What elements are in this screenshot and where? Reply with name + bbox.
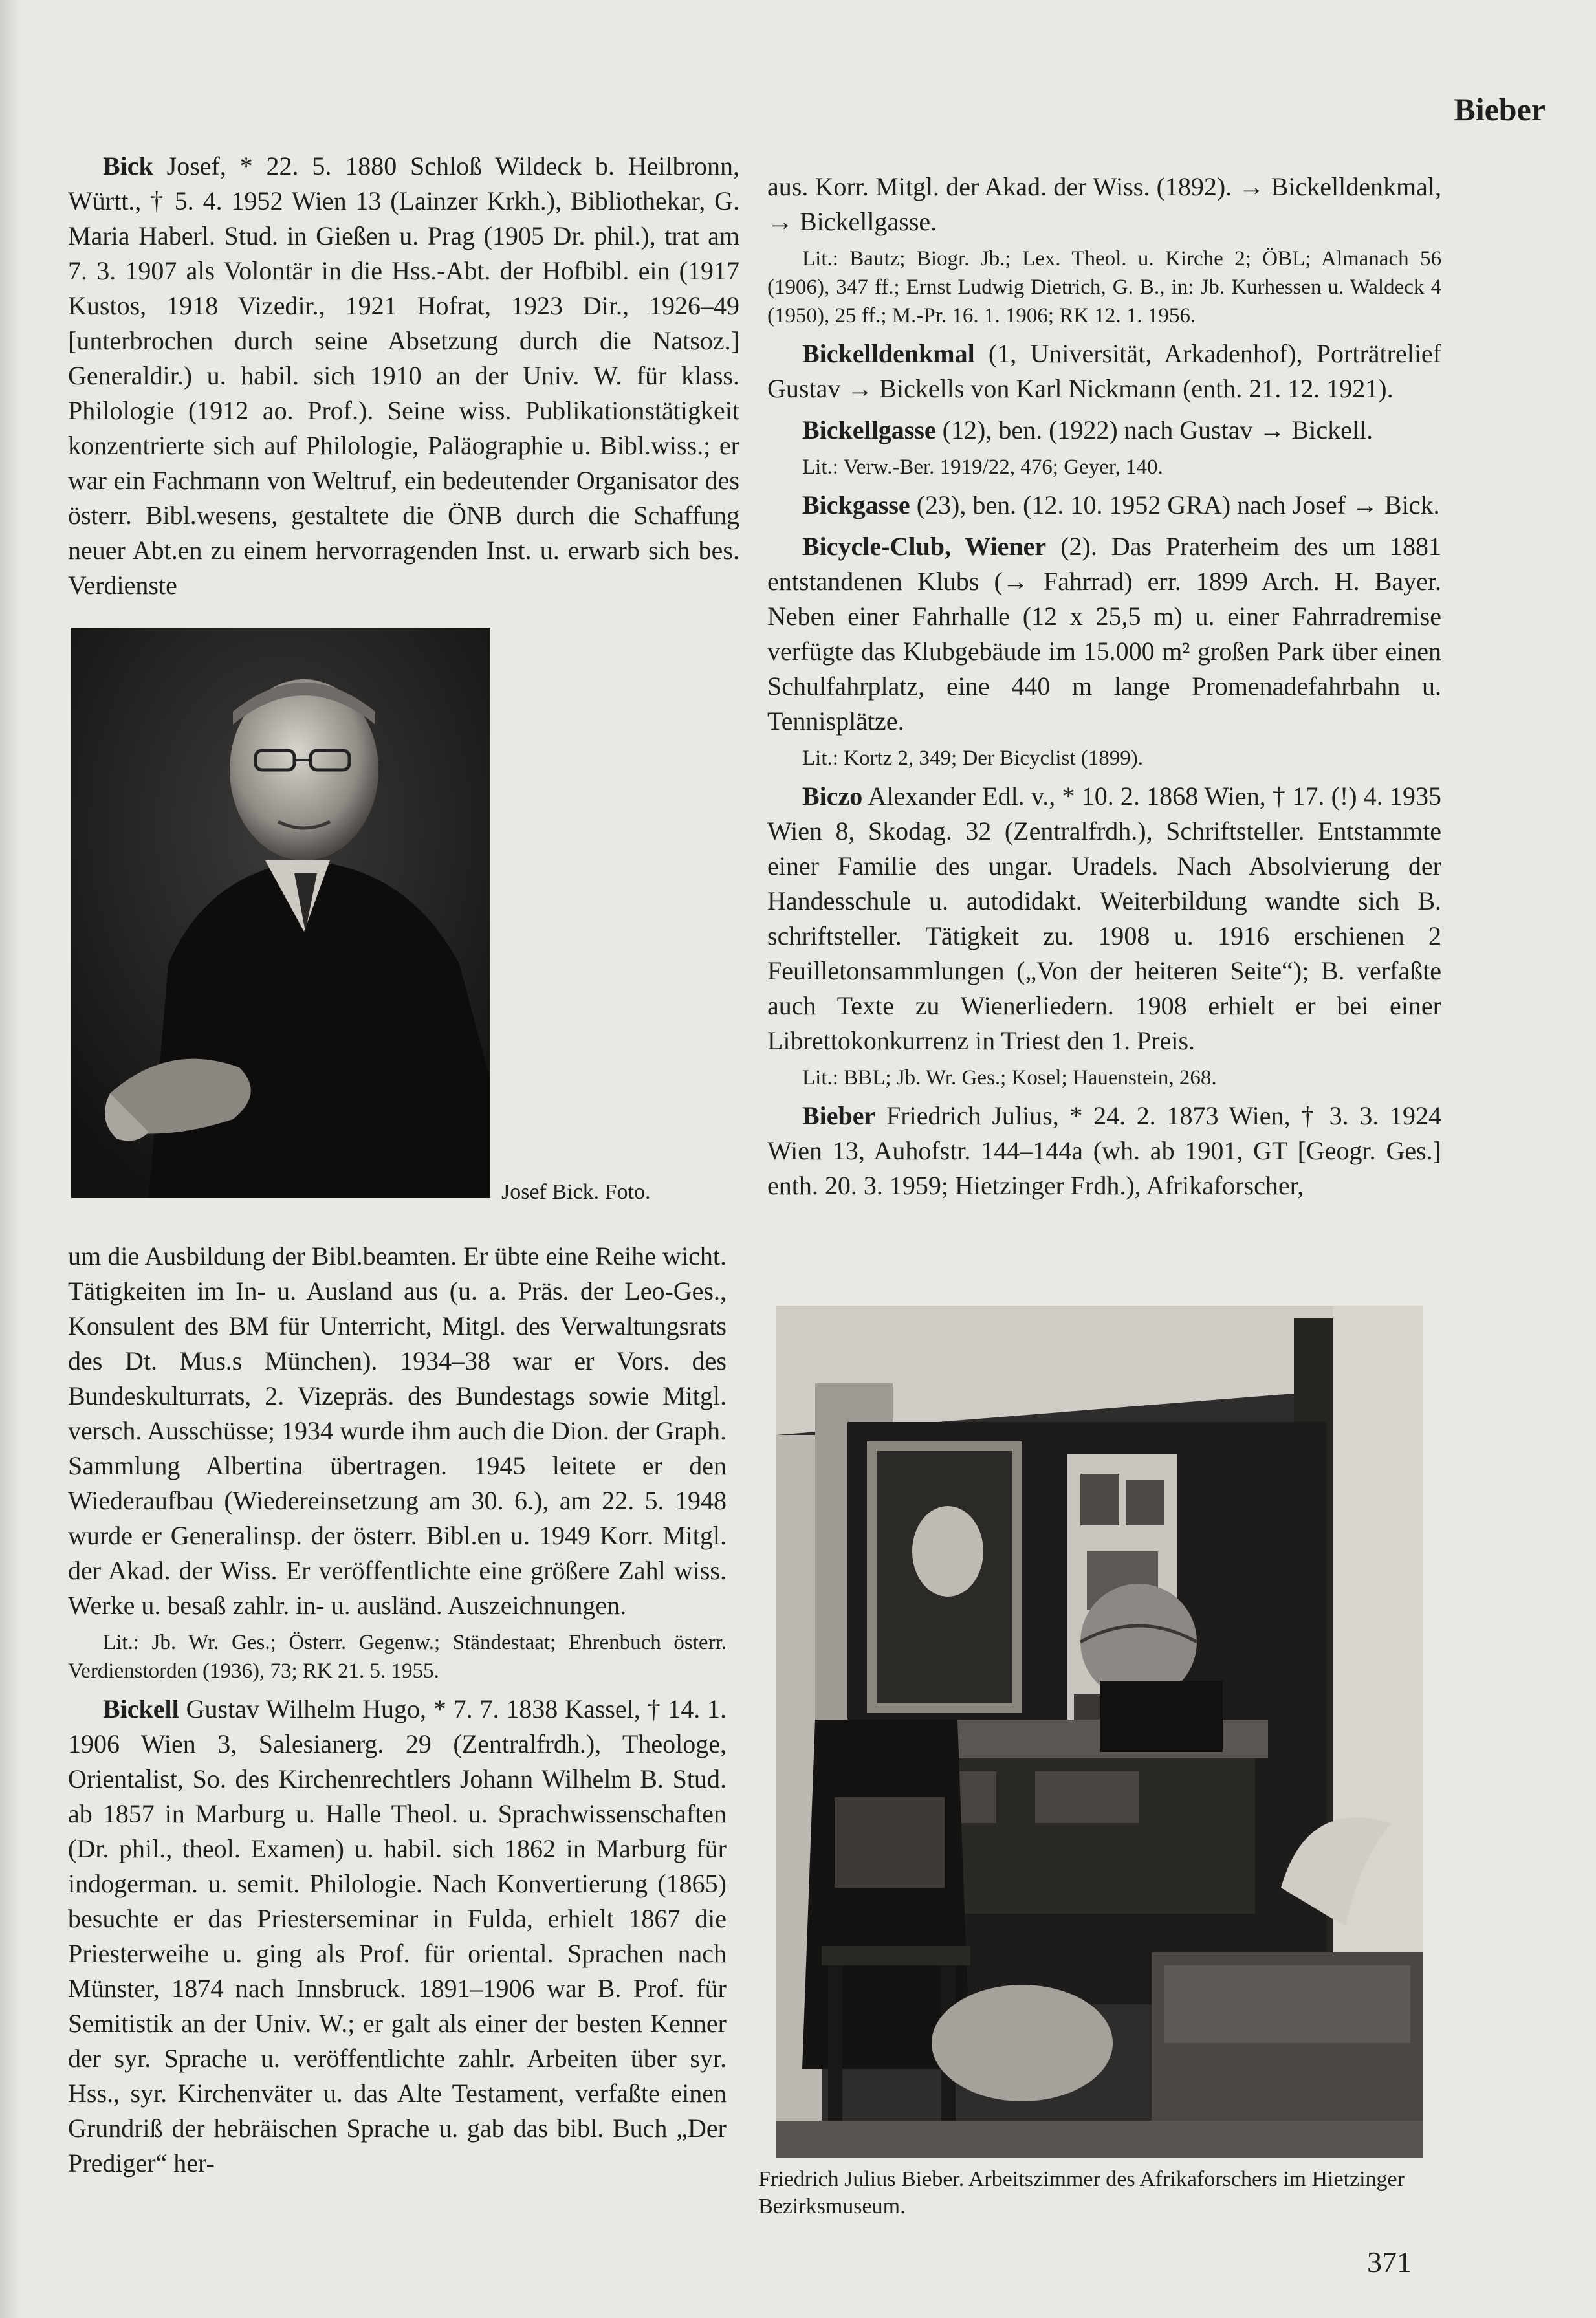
literature-bickellgasse: Lit.: Verw.-Ber. 1919/22, 476; Geyer, 140. [802,455,1163,479]
entry-keyword: Bickgasse [802,490,910,519]
entry-keyword: Bieber [802,1101,876,1130]
entry-keyword: Bick [103,151,153,180]
entry-keyword: Bickell [103,1694,179,1723]
left-column-bottom [68,1239,727,2181]
left-column-top [68,149,739,603]
page-number: 371 [1367,2246,1412,2279]
entry-keyword: Bicycle-Club, Wiener [802,532,1047,561]
entry-text: Friedrich Julius, * 24. 2. 1873 Wien, † 3. 3. 1924 Wien 13, Auhofstr. 144–144a (wh. ab 1901, GT [Geogr. Ges.] enth. 20. 3. 1959; Hietzinger Frdh.), Afrikaforscher, [767,1101,1441,1200]
portrait-photo-josef-bick [71,628,490,1198]
literature-biczo: Lit.: BBL; Jb. Wr. Ges.; Kosel; Hauenstein, 268. [802,1066,1217,1089]
entry-bickellgasse [767,413,1441,448]
page-binding-shadow [0,0,19,2318]
study-room-image [776,1306,1423,2158]
running-head: Bieber [1454,91,1546,127]
right-column [767,169,1441,1203]
entry-text: (2). Das Praterheim des um 1881 entstandenen Klubs (→ Fahrrad) err. 1899 Arch. H. Bayer. Neben einer Fahrhalle (12 x 25,5 m) u. einer Fahrradremise verfügte das Klubgebäude im 15.000 m² großen Park über einen Schulfahrplatz, eine 440 m lange Promenadefahrbahn u. Tennisplätze. [767,532,1442,736]
entry-keyword: Bickelldenkmal [802,339,975,368]
entry-keyword: Bickellgasse [802,415,936,444]
literature-bick: Lit.: Jb. Wr. Ges.; Österr. Gegenw.; Ständestaat; Ehrenbuch österr. Verdienstorden (1936), 73; RK 21. 5. 1955. [68,1631,727,1683]
entry-bick [68,149,739,603]
entry-text: Josef, * 22. 5. 1880 Schloß Wildeck b. Heilbronn, Württ., † 5. 4. 1952 Wien 13 (Lainzer Krkh.), Bibliothekar, G. Maria Haberl. Stud. in Gießen u. Prag (1905 Dr. phil.), trat am 7. 3. 1907 als Volontär in die Hss.-Abt. der Hofbibl. ein (1917 Kustos, 1918 Vizedir., 1921 Hofrat, 1923 Dir., 1926–49 [unterbrochen durch seine Absetzung durch die Natsoz.] Generaldir.) u. habil. sich 1910 an der Univ. W. für klass. Philologie (1912 ao. Prof.). Seine wiss. Publikationstätigkeit konzentrierte sich auf Philologie, Paläographie u. Bibl.wiss.; er war ein Fachmann von Weltruf, ein bedeutender Organisator des österr. Bibl.wesens, gestaltete die ÖNB durch die Schaffung neuer Abt.en zu einem hervorragenden Inst. u. erwarb sich bes. Verdienste [68,151,740,600]
portrait-image [71,628,490,1198]
photo-bieber-study-room [776,1306,1423,2158]
entry-text: (12), ben. (1922) nach Gustav → Bickell. [942,415,1373,444]
entry-bickell [68,1692,727,2181]
entry-text: (23), ben. (12. 10. 1952 GRA) nach Josef → Bick. [916,490,1440,519]
entry-text: Gustav Wilhelm Hugo, * 7. 7. 1838 Kassel, † 14. 1. 1906 Wien 3, Salesianerg. 29 (Zentralfrdh.), Theologe, Orientalist, So. des Kirchenrechtlers Johann Wilhelm B. Stud. ab 1857 in Marburg u. Halle Theol. u. Sprachwissenschaften (Dr. phil., theol. Examen) u. habil. sich 1862 in Marburg für indogerman. u. semit. Philologie. Nach Konvertierung (1865) besuchte er das Priesterseminar in Fulda, erhielt 1867 die Priesterweihe u. ging als Prof. für oriental. Sprachen nach Münster, 1874 nach Innsbruck. 1891–1906 war B. Prof. für Semitistik an der Univ. W.; er galt als einer der besten Kenner der syr. Sprache u. veröffentlichte zahlr. Arbeiten über syr. Hss., syr. Kirchenväter u. das Alte Testament, verfaßte einen Grundriß der hebräischen Sprache u. gab das bibl. Buch „Der Prediger“ her- [68,1694,727,2178]
entry-bickell-continued: aus. Korr. Mitgl. der Akad. der Wiss. (1892). → Bickelldenkmal, → Bickellgasse. [767,172,1441,236]
entry-bickgasse [767,488,1441,523]
caption-photo-bick: Josef Bick. Foto. [501,1180,651,1204]
entry-bieber [767,1099,1441,1203]
entry-text: (1, Universität, Arkadenhof), Porträtrelief Gustav → Bickells von Karl Nickmann (enth. 21. 12. 1921). [767,339,1441,403]
literature-bickell: Lit.: Bautz; Biogr. Jb.; Lex. Theol. u. Kirche 2; ÖBL; Almanach 56 (1906), 347 ff.; Ernst Ludwig Dietrich, G. B., in: Jb. Kurhessen u. Waldeck 4 (1950), 25 ff.; M.-Pr. 16. 1. 1906; RK 12. 1. 1956. [767,247,1441,327]
entry-bick-continued: um die Ausbildung der Bibl.beamten. Er übte eine Reihe wicht. Tätigkeiten im In- u. Ausland aus (u. a. Präs. der Leo-Ges., Konsulent des BM für Unterricht, Mitgl. des Verwaltungsrats des Dt. Mus.s München). 1934–38 war er Vors. des Bundeskulturrats, 2. Vizepräs. des Bundestags sowie Mitgl. versch. Ausschüsse; 1934 wurde ihm auch die Dion. der Graph. Sammlung Albertina übertragen. 1945 leitete er den Wiederaufbau (Wiedereinsetzung am 30. 6.), am 22. 5. 1948 wurde er Generalinsp. der österr. Bibl.en u. 1949 Korr. Mitgl. der Akad. der Wiss. Er veröffentlichte eine größere Zahl wiss. Werke u. besaß zahlr. in- u. ausländ. Auszeichnungen. [68,1241,727,1620]
entry-bickelldenkmal [767,336,1441,406]
entry-text: Alexander Edl. v., * 10. 2. 1868 Wien, † 17. (!) 4. 1935 Wien 8, Skodag. 32 (Zentralfrdh.), Schriftsteller. Entstammte einer Familie des ungar. Uradels. Nach Absolvierung der Handesschule u. autodidakt. Weiterbildung wandte sich B. schriftsteller. Tätigkeit zu. 1908 u. 1916 erschienen 2 Feuilletonsammlungen („Von der heiteren Seite“); B. verfaßte auch Texte zu Wienerliedern. 1908 erhielt er bei einer Librettokonkurrenz in Triest den 1. Preis. [767,782,1441,1055]
entry-bicycle-club [767,529,1441,739]
caption-photo-bieber: Friedrich Julius Bieber. Arbeitszimmer des Afrikaforschers im Hietzinger Bezirksmuseum. [758,2167,1405,2218]
entry-keyword: Biczo [802,782,863,811]
entry-biczo [767,779,1441,1058]
literature-bicycle-club: Lit.: Kortz 2, 349; Der Bicyclist (1899). [802,747,1143,770]
